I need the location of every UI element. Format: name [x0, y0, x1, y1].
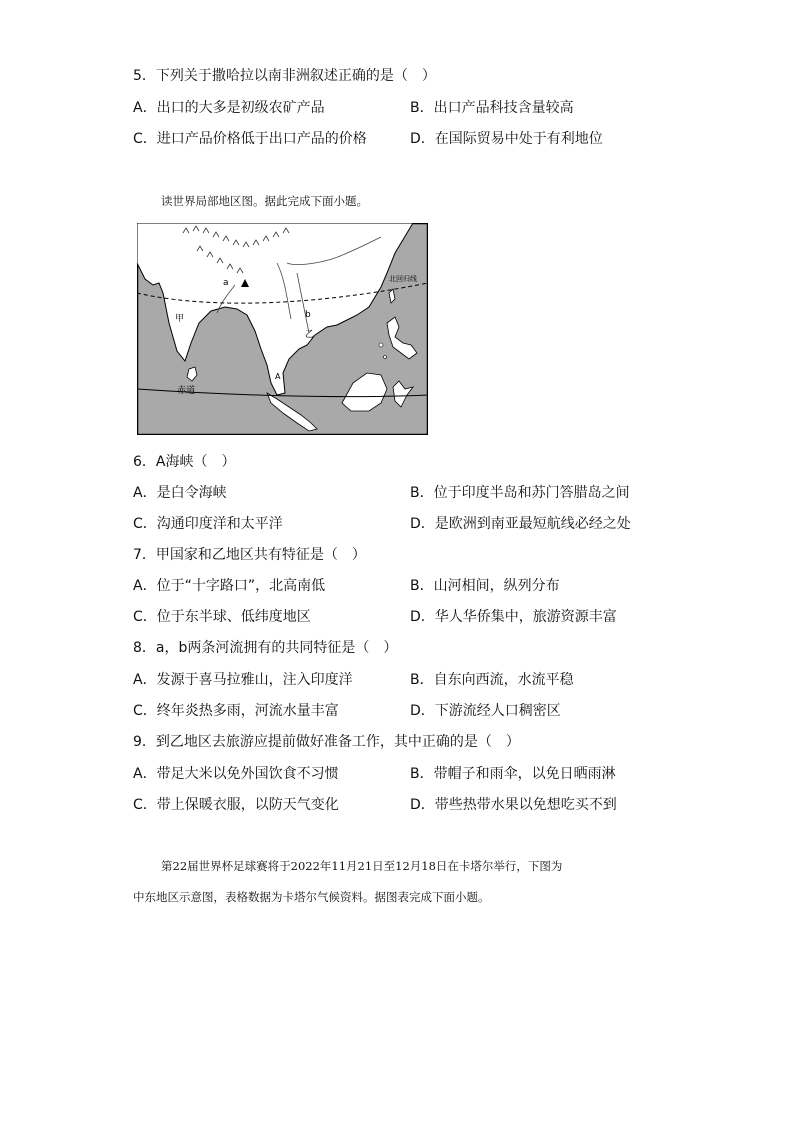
- label-equator: 赤道: [177, 386, 196, 396]
- worldcup-intro-line2: 中东地区示意图，表格数据为卡塔尔气候资料。据图表完成下面小题。: [133, 890, 490, 904]
- q9-option-b: B．带帽子和雨伞，以免日晒雨淋: [410, 766, 616, 782]
- q5-option-c: C．进口产品价格低于出口产品的价格: [133, 131, 367, 147]
- map-intro: 读世界局部地区图。据此完成下面小题。: [161, 194, 368, 208]
- q5-option-b: B．出口产品科技含量较高: [410, 100, 574, 116]
- label-tropic: 北回归线: [389, 275, 417, 283]
- q6-option-a: A．是白令海峡: [133, 485, 227, 501]
- q8-stem: 8．a，b两条河流拥有的共同特征是（ ）: [133, 640, 398, 656]
- label-jia: 甲: [175, 314, 185, 324]
- q6-stem: 6．A海峡（ ）: [133, 454, 236, 470]
- q9-option-d: D．带些热带水果以免想吃买不到: [410, 797, 617, 813]
- q9-option-c: C．带上保暖衣服，以防天气变化: [133, 797, 339, 813]
- q8-option-a: A．发源于喜马拉雅山，注入印度洋: [133, 672, 353, 688]
- q7-stem: 7．甲国家和乙地区共有特征是（ ）: [133, 547, 366, 563]
- label-yi: 乙: [305, 330, 315, 340]
- q5-option-a: A．出口的大多是初级农矿产品: [133, 100, 325, 116]
- world-region-map: [137, 223, 428, 435]
- q7-option-d: D．华人华侨集中，旅游资源丰富: [410, 609, 617, 625]
- label-strait-a: A: [275, 372, 281, 381]
- q9-stem: 9．到乙地区去旅游应提前做好准备工作，其中正确的是（ ）: [133, 734, 520, 750]
- q8-option-c: C．终年炎热多雨，河流水量丰富: [133, 703, 339, 719]
- label-a: a: [223, 278, 229, 288]
- q6-option-b: B．位于印度半岛和苏门答腊岛之间: [410, 485, 630, 501]
- q8-option-b: B．自东向西流，水流平稳: [410, 672, 574, 688]
- worldcup-intro-line1: 第22届世界杯足球赛将于2022年11月21日至12月18日在卡塔尔举行，下图为: [161, 859, 563, 873]
- q7-option-c: C．位于东半球、低纬度地区: [133, 609, 311, 625]
- q5-option-d: D．在国际贸易中处于有利地位: [410, 131, 603, 147]
- q8-option-d: D．下游流经人口稠密区: [410, 703, 561, 719]
- q7-option-b: B．山河相间，纵列分布: [410, 578, 560, 594]
- q5-stem: 5．下列关于撒哈拉以南非洲叙述正确的是（ ）: [133, 68, 436, 84]
- q6-option-c: C．沟通印度洋和太平洋: [133, 516, 283, 532]
- q9-option-a: A．带足大米以免外国饮食不习惯: [133, 766, 339, 782]
- q6-option-d: D．是欧洲到南亚最短航线必经之处: [410, 516, 631, 532]
- label-b: b: [305, 310, 311, 320]
- q7-option-a: A．位于“十字路口”，北高南低: [133, 578, 326, 594]
